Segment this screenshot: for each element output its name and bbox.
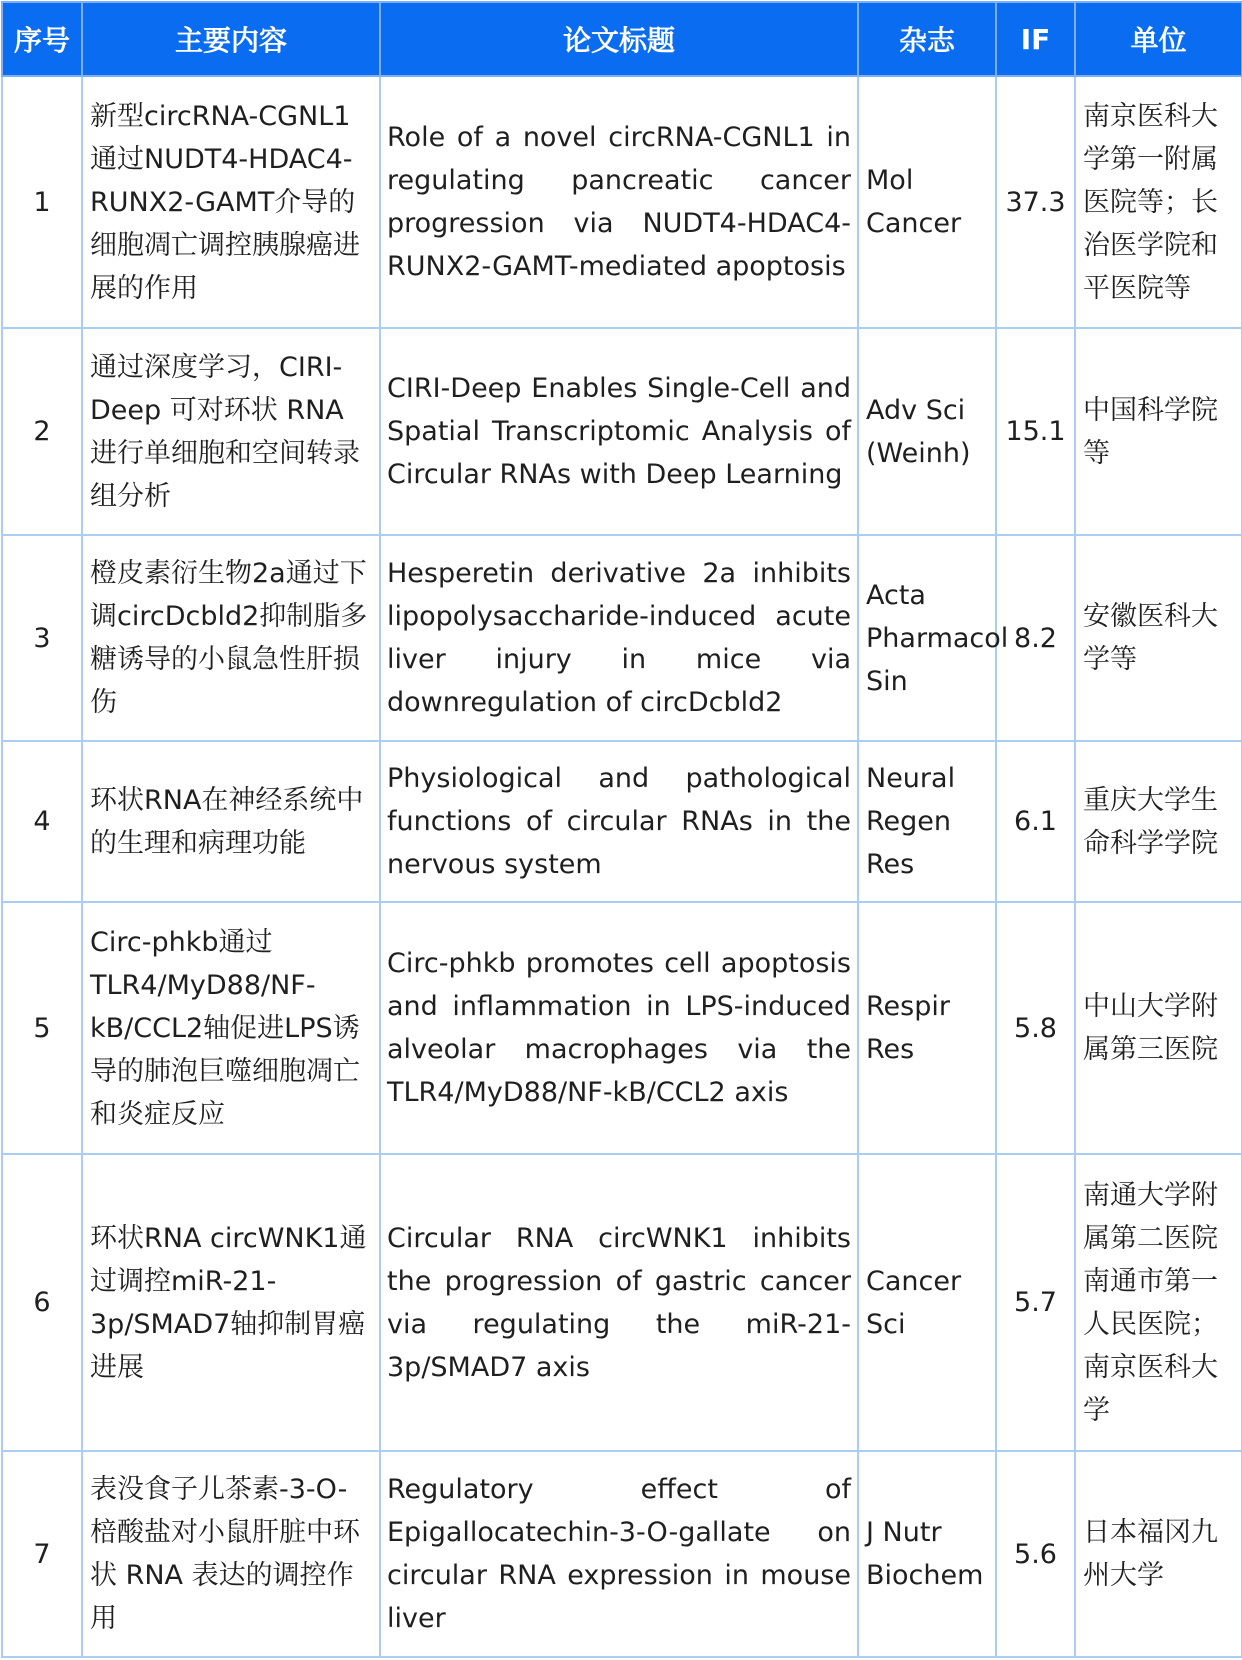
row-number: 7 — [2, 1451, 82, 1657]
row-impact-factor: 6.1 — [996, 741, 1075, 902]
header-content: 主要内容 — [82, 2, 380, 76]
header-row — [2, 2, 1242, 76]
row-unit: 中山大学附属第三医院 — [1075, 902, 1242, 1154]
row-journal: Adv Sci (Weinh) — [858, 328, 996, 535]
row-number: 5 — [2, 902, 82, 1154]
row-number: 1 — [2, 76, 82, 328]
header-unit: 单位 — [1075, 2, 1242, 76]
row-unit: 中国科学院等 — [1075, 328, 1242, 535]
table-row — [2, 741, 1242, 902]
row-number: 2 — [2, 328, 82, 535]
table-row — [2, 1154, 1242, 1451]
papers-table — [1, 1, 1242, 1658]
row-unit: 南京医科大学第一附属医院等；长治医学院和平医院等 — [1075, 76, 1242, 328]
table-row — [2, 902, 1242, 1154]
row-number: 6 — [2, 1154, 82, 1451]
row-content: 环状RNA在神经系统中的生理和病理功能 — [82, 741, 380, 902]
row-unit: 日本福冈九州大学 — [1075, 1451, 1242, 1657]
row-journal: Acta Pharmacol Sin — [858, 535, 996, 741]
row-journal: Cancer Sci — [858, 1154, 996, 1451]
row-impact-factor: 5.6 — [996, 1451, 1075, 1657]
row-title: Regulatory effect of Epigallocatechin-3-O-gallate on circular RNA expression in mouse liver — [380, 1451, 858, 1657]
header-if: IF — [996, 2, 1075, 76]
row-journal: J Nutr Biochem — [858, 1451, 996, 1657]
row-number: 4 — [2, 741, 82, 902]
table-row — [2, 535, 1242, 741]
row-title: CIRI-Deep Enables Single-Cell and Spatial Transcriptomic Analysis of Circular RNAs with Deep Learning — [380, 328, 858, 535]
row-content: 环状RNA circWNK1通过调控miR-21-3p/SMAD7轴抑制胃癌进展 — [82, 1154, 380, 1451]
row-unit: 重庆大学生命科学学院 — [1075, 741, 1242, 902]
header-journal: 杂志 — [858, 2, 996, 76]
table-row — [2, 1451, 1242, 1657]
table-row — [2, 76, 1242, 328]
row-journal: Mol Cancer — [858, 76, 996, 328]
row-journal: Neural Regen Res — [858, 741, 996, 902]
header-num: 序号 — [2, 2, 82, 76]
row-title: Hesperetin derivative 2a inhibits lipopolysaccharide-induced acute liver injury in mice via downregulation of circDcbld2 — [380, 535, 858, 741]
row-number: 3 — [2, 535, 82, 741]
row-unit: 安徽医科大学等 — [1075, 535, 1242, 741]
row-content: 新型circRNA-CGNL1通过NUDT4-HDAC4-RUNX2-GAMT介导的细胞凋亡调控胰腺癌进展的作用 — [82, 76, 380, 328]
table-row — [2, 328, 1242, 535]
row-title: Circ-phkb promotes cell apoptosis and inflammation in LPS-induced alveolar macrophages via the TLR4/MyD88/NF-kB/CCL2 axis — [380, 902, 858, 1154]
row-content: 通过深度学习，CIRI-Deep 可对环状 RNA 进行单细胞和空间转录组分析 — [82, 328, 380, 535]
row-journal: Respir Res — [858, 902, 996, 1154]
row-impact-factor: 5.7 — [996, 1154, 1075, 1451]
row-content: 表没食子儿茶素-3-O-棓酸盐对小鼠肝脏中环状 RNA 表达的调控作用 — [82, 1451, 380, 1657]
row-impact-factor: 37.3 — [996, 76, 1075, 328]
row-content: 橙皮素衍生物2a通过下调circDcbld2抑制脂多糖诱导的小鼠急性肝损伤 — [82, 535, 380, 741]
row-impact-factor: 15.1 — [996, 328, 1075, 535]
row-impact-factor: 8.2 — [996, 535, 1075, 741]
row-title: Role of a novel circRNA-CGNL1 in regulating pancreatic cancer progression via NUDT4-HDAC4-RUNX2-GAMT-mediated apoptosis — [380, 76, 858, 328]
row-content: Circ-phkb通过TLR4/MyD88/NF-kB/CCL2轴促进LPS诱导的肺泡巨噬细胞凋亡和炎症反应 — [82, 902, 380, 1154]
row-impact-factor: 5.8 — [996, 902, 1075, 1154]
row-title: Physiological and pathological functions of circular RNAs in the nervous system — [380, 741, 858, 902]
header-title: 论文标题 — [380, 2, 858, 76]
row-unit: 南通大学附属第二医院南通市第一人民医院；南京医科大学 — [1075, 1154, 1242, 1451]
row-title: Circular RNA circWNK1 inhibits the progression of gastric cancer via regulating the miR-21-3p/SMAD7 axis — [380, 1154, 858, 1451]
